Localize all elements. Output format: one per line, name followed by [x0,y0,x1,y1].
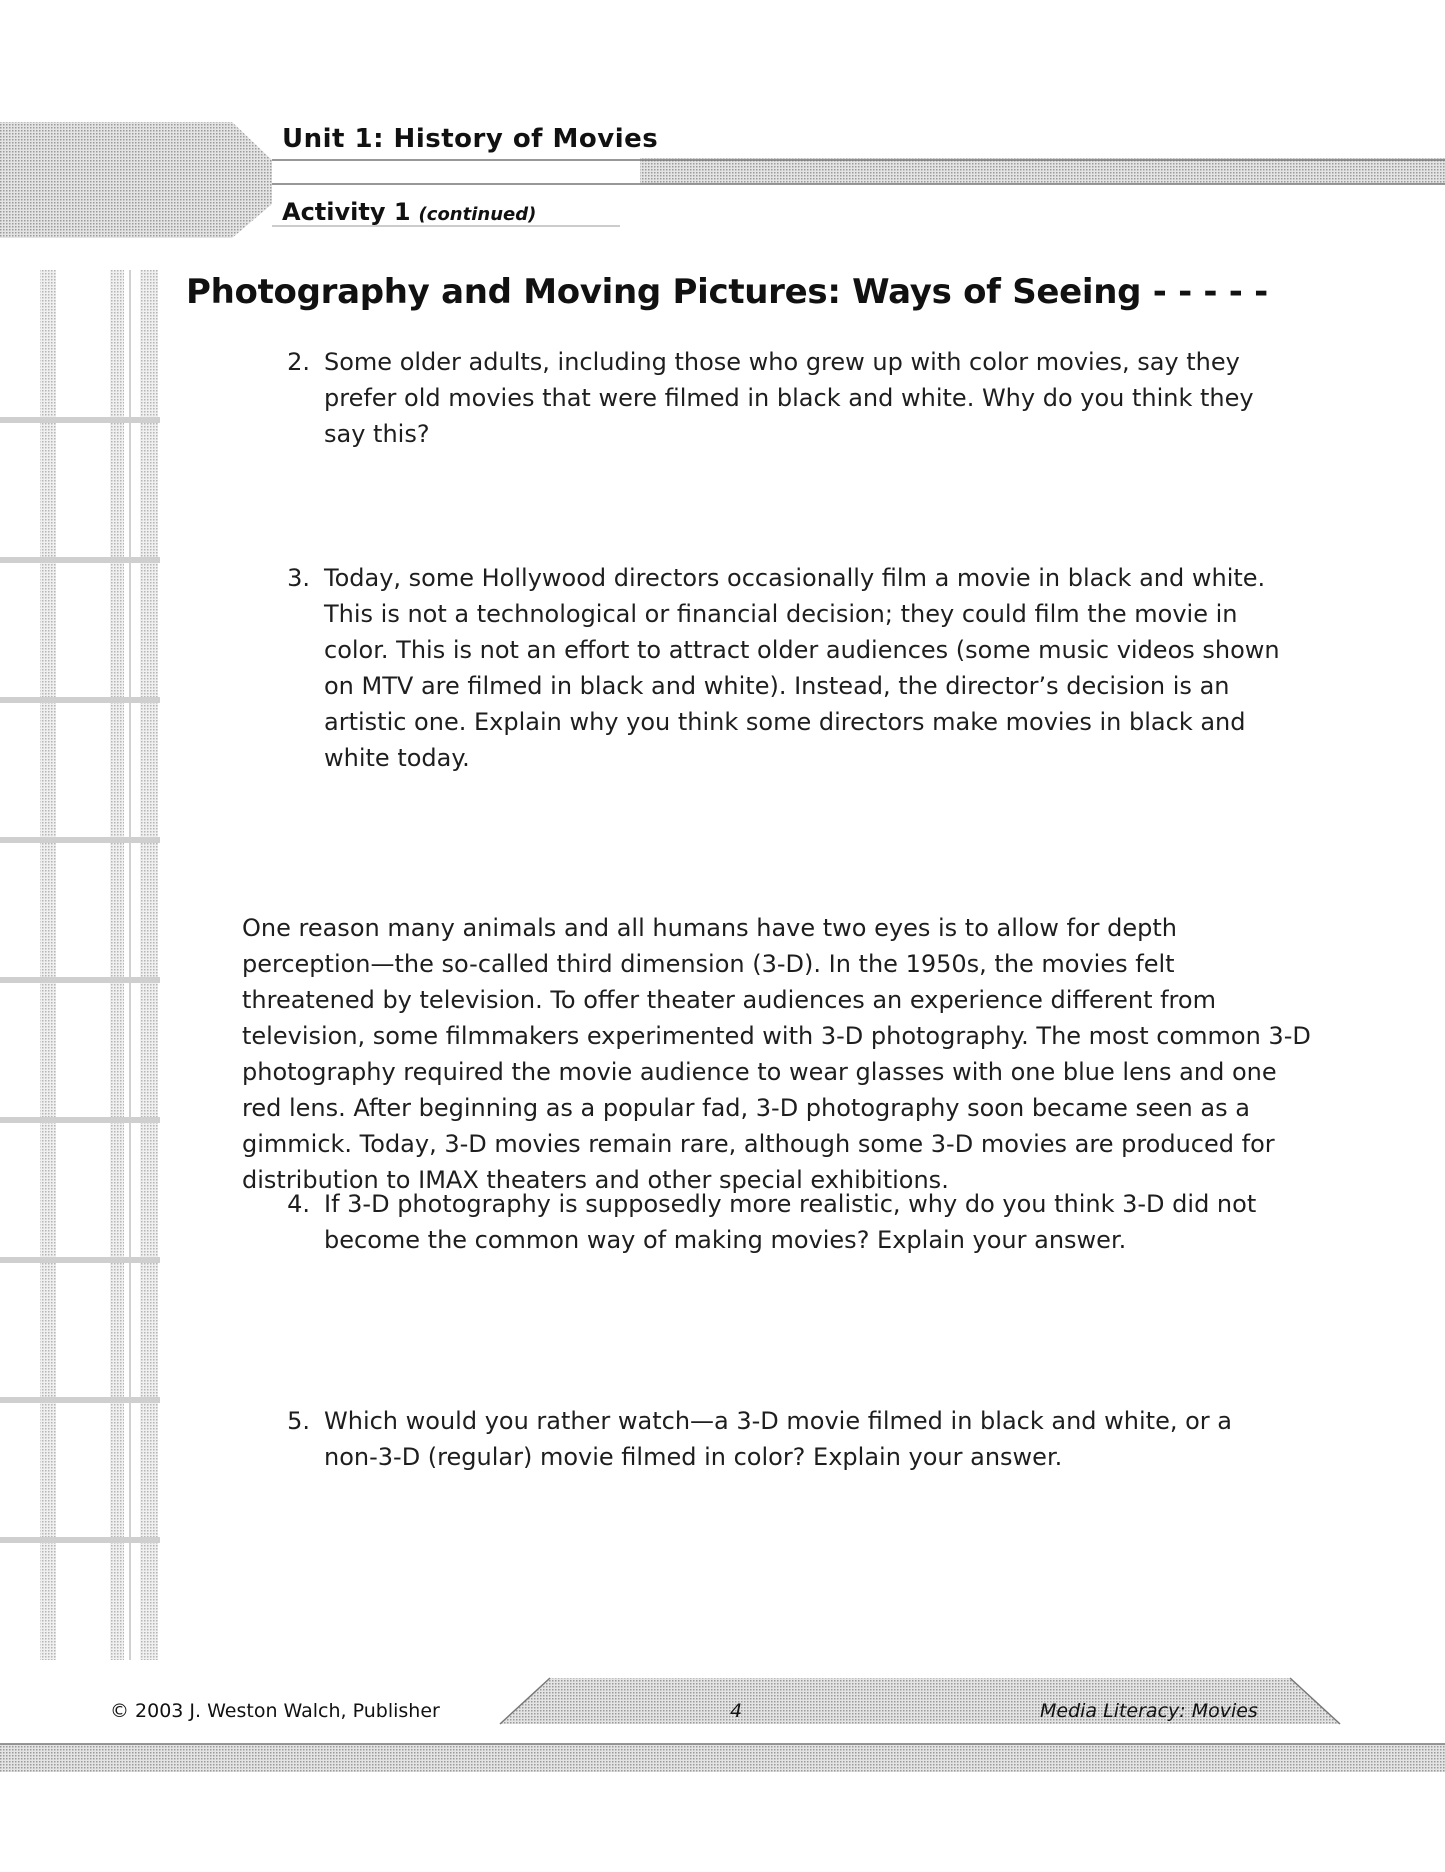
question-5 [272,1403,1292,1475]
section-title: Photography and Moving Pictures: Ways of Seeing - - - - - [186,272,1268,312]
question-number: 3. [287,564,310,592]
side-film-strip-decoration [0,270,170,1660]
page-number: 4 [730,1700,743,1722]
question-text: Some older adults, including those who grew up with color movies, say they prefer old movies that were filmed in black and white. Why do you think they say this? [324,348,1254,448]
question-number: 2. [287,348,310,376]
question-2 [272,344,1292,452]
activity-continued-note: (continued) [418,204,537,225]
question-text: Today, some Hollywood directors occasionally film a movie in black and white. This is not a technological or financial decision; they could film the movie in color. This is not an effort to attract older audiences (some music videos shown on MTV are filmed in black and white). Instead, the director’s decision is an artistic one. Explain why you think some directors make movies in black and white today. [324,564,1280,772]
question-number: 4. [287,1190,310,1218]
activity-label: Activity 1 [282,198,411,226]
question-3 [272,560,1292,776]
intro-paragraph: One reason many animals and all humans have two eyes is to allow for depth perception—the so-called third dimension (3-D). In the 1950s, the movies felt threatened by television. To offer theater audiences an experience different from television, some filmmakers experimented with 3-D photography. The most common 3-D photography required the movie audience to wear glasses with one blue lens and one red lens. After beginning as a popular fad, 3-D photography soon became seen as a gimmick. Today, 3-D movies remain rare, although some 3-D movies are produced for distribution to IMAX theaters and other special exhibitions. [242,914,1311,1194]
footer-band [0,1668,1445,1778]
question-4 [272,1186,1292,1258]
book-title: Media Literacy: Movies [1040,1700,1258,1722]
footer-copyright: © 2003 J. Weston Walch, Publisher [110,1700,440,1722]
unit-title: Unit 1: History of Movies [282,124,659,154]
question-text: If 3-D photography is supposedly more realistic, why do you think 3-D did not become the common way of making movies? Explain your answer. [324,1190,1257,1254]
question-text: Which would you rather watch—a 3-D movie filmed in black and white, or a non-3-D (regular) movie filmed in color? Explain your answer. [324,1407,1232,1471]
activity-title [282,198,536,226]
question-number: 5. [287,1407,310,1435]
header-band [0,118,1445,238]
